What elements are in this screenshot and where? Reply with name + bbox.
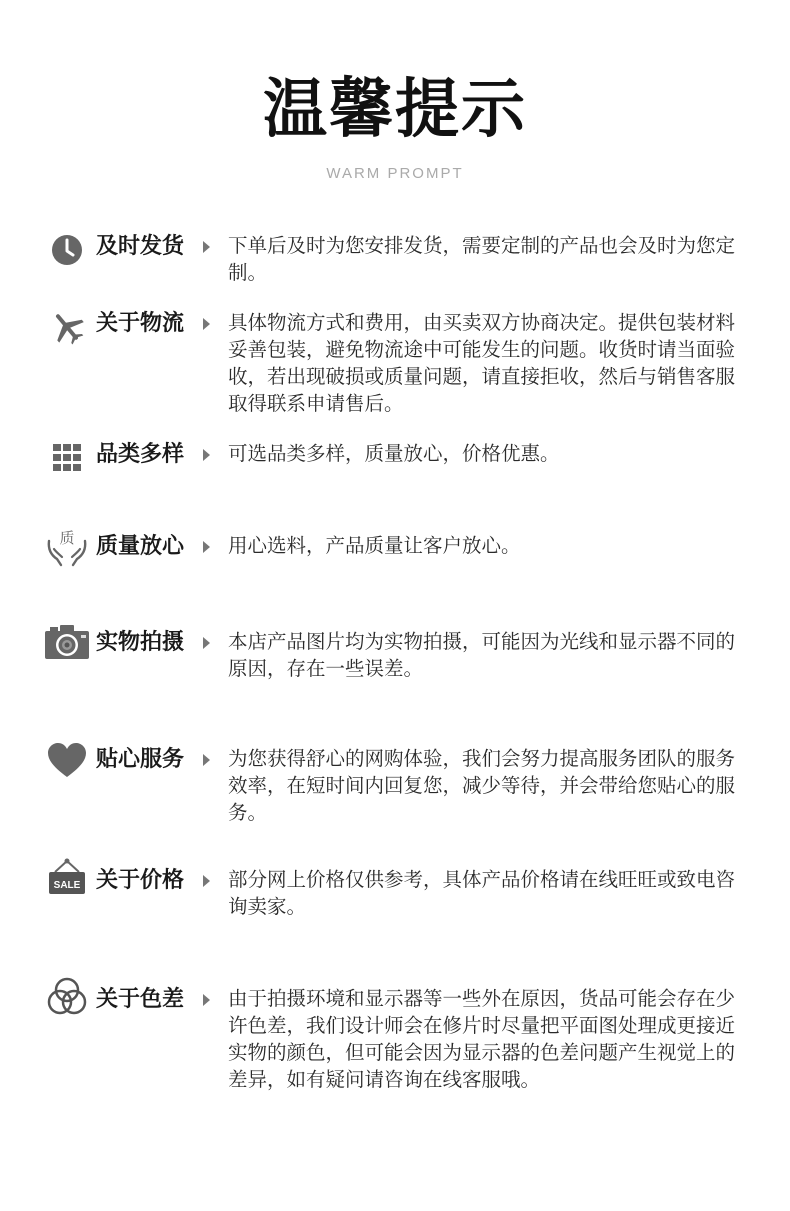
tip-description: 用心选料，产品质量让客户放心。 bbox=[228, 534, 521, 557]
tip-label: 及时发货 bbox=[96, 234, 185, 259]
tip-label: 贴心服务 bbox=[96, 747, 185, 772]
tip-label: 关于价格 bbox=[96, 868, 185, 893]
tip-description: 可选品类多样，质量放心，价格优惠。 bbox=[228, 442, 560, 465]
arrow-right-icon bbox=[203, 449, 210, 461]
tip-description: 为您获得舒心的网购体验，我们会努力提高服务团队的服务效率，在短时间内回复您，减少等待，并会带给您贴心的服务。 bbox=[228, 747, 736, 824]
arrow-right-icon bbox=[203, 875, 210, 887]
camera-icon bbox=[44, 622, 90, 662]
tip-label: 实物拍摄 bbox=[96, 630, 185, 655]
sale-sign-icon bbox=[44, 856, 90, 900]
arrow-right-icon bbox=[203, 637, 210, 649]
color-circles-icon bbox=[44, 977, 90, 1017]
clock-icon bbox=[44, 230, 90, 270]
arrow-right-icon bbox=[203, 241, 210, 253]
tip-description: 部分网上价格仅供参考，具体产品价格请在线旺旺或致电咨询卖家。 bbox=[228, 868, 736, 918]
tip-label: 品类多样 bbox=[96, 442, 185, 467]
grid-icon bbox=[44, 438, 90, 478]
tip-description: 由于拍摄环境和显示器等一些外在原因，货品可能会存在少许色差，我们设计师会在修片时尽量把平面图处理成更接近实物的颜色，但可能会因为显示器的色差问题产生视觉上的差异，如有疑问请咨询在线客服哦。 bbox=[228, 987, 736, 1091]
page-subtitle: WARM PROMPT bbox=[326, 165, 464, 182]
tip-description: 下单后及时为您安排发货，需要定制的产品也会及时为您定制。 bbox=[228, 234, 736, 284]
tip-description: 具体物流方式和费用，由买卖双方协商决定。提供包装材料妥善包装，避免物流途中可能发生的问题。收货时请当面验收，若出现破损或质量问题，请直接拒收，然后与销售客服取得联系申请售后。 bbox=[228, 311, 736, 415]
tip-label: 关于色差 bbox=[96, 987, 185, 1012]
arrow-right-icon bbox=[203, 318, 210, 330]
heart-icon bbox=[44, 741, 90, 781]
tip-label: 关于物流 bbox=[96, 311, 185, 336]
page-title: 温馨提示 bbox=[263, 73, 527, 147]
tip-label: 质量放心 bbox=[96, 534, 185, 559]
svg-text:SALE: SALE bbox=[53, 880, 81, 891]
airplane-icon bbox=[44, 307, 90, 347]
arrow-right-icon bbox=[203, 754, 210, 766]
svg-text:质: 质 bbox=[59, 529, 75, 547]
quality-hands-icon bbox=[44, 522, 90, 568]
arrow-right-icon bbox=[203, 541, 210, 553]
arrow-right-icon bbox=[203, 994, 210, 1006]
tip-description: 本店产品图片均为实物拍摄，可能因为光线和显示器不同的原因，存在一些误差。 bbox=[228, 630, 736, 680]
